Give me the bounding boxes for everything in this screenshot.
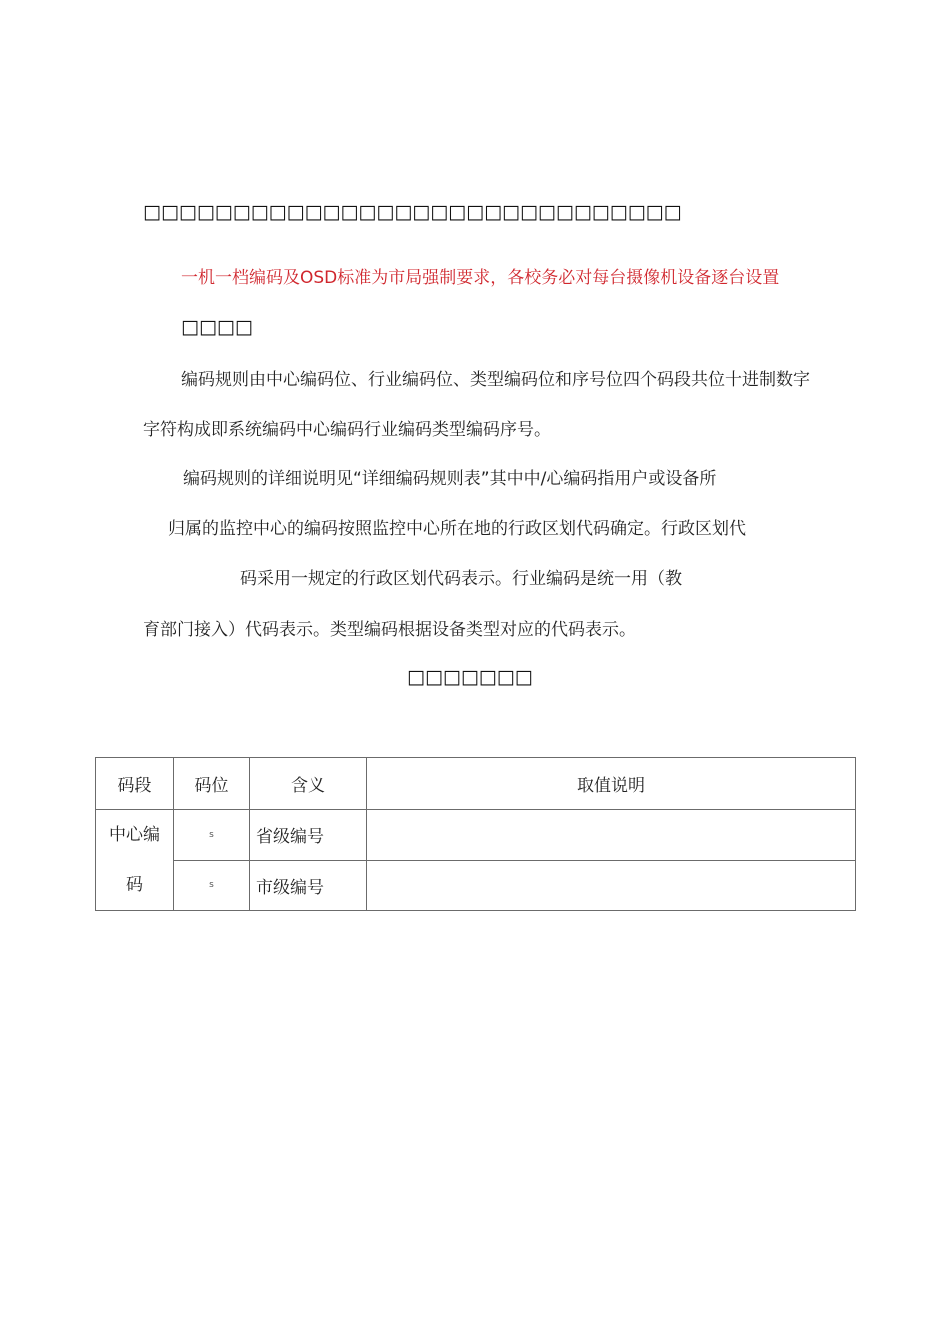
paragraph2-line1: 编码规则的详细说明见“详细编码规则表”其中中/心编码指用户或设备所: [183, 469, 717, 489]
segment-name-line2: 码: [126, 875, 143, 895]
header-meaning: 含义: [250, 758, 367, 810]
paragraph1-line1: 编码规则由中心编码位、行业编码位、类型编码位和序号位四个码段共位十进制数字: [181, 370, 810, 390]
segment-name-cell: [96, 810, 174, 911]
header-segment: 码段: [96, 758, 174, 810]
table-row: [96, 860, 856, 911]
paragraph2-line2: 归属的监控中心的编码按照监控中心所在地的行政区划代码确定。行政区划代: [168, 519, 746, 539]
meaning-cell: 省级编号: [250, 810, 367, 861]
section-placeholder: □□□□: [181, 316, 253, 338]
position-cell: s: [174, 810, 250, 861]
paragraph1-line2: 字符构成即系统编码中心编码行业编码类型编码序号。: [143, 420, 551, 440]
table-header-row: [96, 758, 856, 810]
header-position: 码位: [174, 758, 250, 810]
paragraph2-line3: 码采用一规定的行政区划代码表示。行业编码是统一用（教: [240, 569, 682, 589]
segment-name-line1: 中心编: [109, 825, 160, 845]
heading-placeholder: □□□□□□□□□□□□□□□□□□□□□□□□□□□□□□: [143, 201, 682, 223]
header-value-description: 取值说明: [367, 758, 856, 810]
position-cell: s: [174, 860, 250, 911]
notice-text: 一机一档编码及OSD标准为市局强制要求，各校务必对每台摄像机设备逐台设置: [181, 268, 780, 288]
table-title-placeholder: □□□□□□□: [407, 666, 533, 688]
value-cell: [367, 810, 856, 861]
meaning-cell: 市级编号: [250, 860, 367, 911]
value-cell: [367, 860, 856, 911]
table-row: [96, 810, 856, 861]
coding-rules-table: [95, 757, 856, 911]
paragraph2-line4: 育部门接入）代码表示。类型编码根据设备类型对应的代码表示。: [143, 620, 636, 640]
